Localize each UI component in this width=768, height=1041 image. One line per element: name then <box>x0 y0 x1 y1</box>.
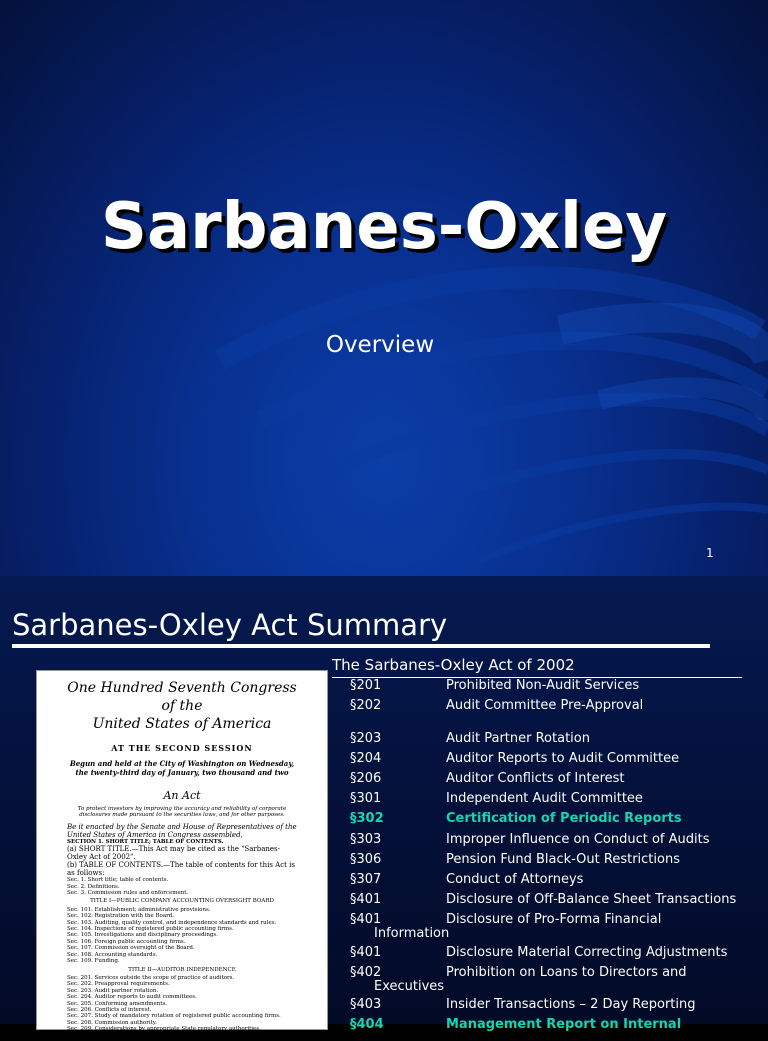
doc-title2-item: Sec. 205. Conforming amendments. <box>67 1000 168 1007</box>
doc-title1-item: Sec. 106. Foreign public accounting firms. <box>67 938 186 945</box>
section-text: Insider Transactions – 2 Day Reporting <box>446 997 696 1012</box>
section-code: §203 <box>350 731 382 746</box>
section-code: §202 <box>350 698 382 713</box>
section-text: Disclosure of Pro-Forma Financial <box>446 912 662 927</box>
doc-toc: (b) TABLE OF CONTENTS.—The table of contents for this Act is as follows: <box>67 861 296 878</box>
section-text: Management Report on Internal <box>446 1017 682 1032</box>
section-code: §401 <box>350 892 382 907</box>
section-text: Auditor Reports to Audit Committee <box>446 751 680 766</box>
section-code: §404 <box>350 1017 384 1032</box>
doc-title1-item: Sec. 101. Establishment; administrative provisions. <box>67 906 211 913</box>
section-code: §302 <box>350 811 384 826</box>
section-code: §402 <box>350 965 382 980</box>
doc-title2-item: Sec. 203. Audit partner rotation. <box>67 987 159 994</box>
doc-title1-item: Sec. 105. Investigations and disciplinary proceedings. <box>67 932 218 939</box>
section-text-continued: Executives <box>374 979 445 994</box>
section-code: §401 <box>350 912 382 927</box>
section-code: §206 <box>350 771 382 786</box>
doc-title2-item: Sec. 208. Commission authority. <box>67 1019 157 1026</box>
doc-title2-item: Sec. 206. Conflicts of interest. <box>67 1006 152 1013</box>
section-text-continued: Information <box>374 926 450 941</box>
doc-title1-item: Sec. 109. Funding. <box>67 958 120 965</box>
doc-title-1: TITLE I—PUBLIC COMPANY ACCOUNTING OVERSIGHT BOARD <box>90 898 274 905</box>
section-code: §401 <box>350 945 382 960</box>
section-text: Prohibited Non-Audit Services <box>446 678 640 693</box>
section-text: Pension Fund Black-Out Restrictions <box>446 852 680 867</box>
section-code: §403 <box>350 997 382 1012</box>
doc-toc-item: Sec. 1. Short title; table of contents. <box>67 877 169 884</box>
doc-begun-1: Begun and held at the City of Washington on Wednesday, <box>69 759 295 768</box>
doc-of-the-line: of the <box>161 698 203 714</box>
section-text: Prohibition on Loans to Directors and <box>446 965 687 980</box>
doc-toc-item: Sec. 2. Definitions. <box>67 883 120 890</box>
doc-title1-item: Sec. 108. Accounting standards. <box>67 951 158 958</box>
doc-title1-item: Sec. 103. Auditing, quality control, and independence standards and rules. <box>67 919 277 926</box>
section-text: Certification of Periodic Reports <box>446 811 682 826</box>
doc-title2-item: Sec. 209. Considerations by appropriate State regulatory authorities. <box>67 1026 261 1033</box>
slide-subtitle: Overview <box>325 332 435 358</box>
doc-short-title: (a) SHORT TITLE.—This Act may be cited as the "Sarbanes-Oxley Act of 2002". <box>67 845 281 862</box>
doc-begun-2: the twenty-third day of January, two thousand and two <box>75 768 289 777</box>
doc-session: AT THE SECOND SESSION <box>111 743 253 753</box>
doc-title2-item: Sec. 207. Study of mandatory rotation of registered public accounting firms. <box>67 1013 281 1020</box>
doc-title1-item: Sec. 104. Inspections of registered public accounting firms. <box>67 926 234 933</box>
summary-slide <box>0 576 768 1041</box>
section-text: Disclosure Material Correcting Adjustments <box>446 945 728 960</box>
doc-title2-item: Sec. 204. Auditor reports to audit committees. <box>67 994 197 1001</box>
doc-purpose: To protect investors by improving the accuracy and reliability of corporate disclosures made pursuant to the securities laws, and for other purposes. <box>77 806 287 819</box>
section-text: Improper Influence on Conduct of Audits <box>446 832 710 847</box>
section-text: Audit Committee Pre-Approval <box>446 698 644 713</box>
doc-usa-line: United States of America <box>92 716 272 732</box>
doc-enacted: Be it enacted by the Senate and House of Representatives of the United States of America in Congress assembled, <box>67 822 297 839</box>
section-text: Auditor Conflicts of Interest <box>446 771 625 786</box>
section-code: §306 <box>350 852 382 867</box>
section-text: Disclosure of Off-Balance Sheet Transactions <box>446 892 737 907</box>
section-text: Conduct of Attorneys <box>446 872 584 887</box>
doc-section-1: SECTION 1. SHORT TITLE; TABLE OF CONTENTS. <box>67 838 224 845</box>
section-text: Audit Partner Rotation <box>446 731 590 746</box>
section-code: §307 <box>350 872 382 887</box>
section-text: Independent Audit Committee <box>446 791 643 806</box>
doc-title-2: TITLE II—AUDITOR INDEPENDENCE <box>128 966 236 973</box>
list-heading: The Sarbanes-Oxley Act of 2002 <box>332 656 575 674</box>
doc-title1-item: Sec. 107. Commission oversight of the Board. <box>67 945 195 952</box>
slide-title: Sarbanes-Oxley Act Summary <box>12 608 448 642</box>
section-code: §204 <box>350 751 382 766</box>
section-code: §303 <box>350 832 382 847</box>
doc-congress-line: One Hundred Seventh Congress <box>67 680 297 696</box>
page-number: 1 <box>706 546 714 560</box>
doc-title2-item: Sec. 202. Preapproval requirements. <box>67 981 170 988</box>
doc-toc-item: Sec. 3. Commission rules and enforcement. <box>67 890 189 897</box>
doc-title1-item: Sec. 102. Registration with the Board. <box>67 913 175 920</box>
doc-title-3: TITLE III—CORPORATE RESPONSIBILITY <box>122 1034 242 1041</box>
section-code: §301 <box>350 791 382 806</box>
doc-an-act: An Act <box>163 789 201 802</box>
section-code: §201 <box>350 678 382 693</box>
doc-title2-item: Sec. 201. Services outside the scope of practice of auditors. <box>67 974 235 981</box>
slide-title: Sarbanes-Oxley <box>100 190 668 264</box>
